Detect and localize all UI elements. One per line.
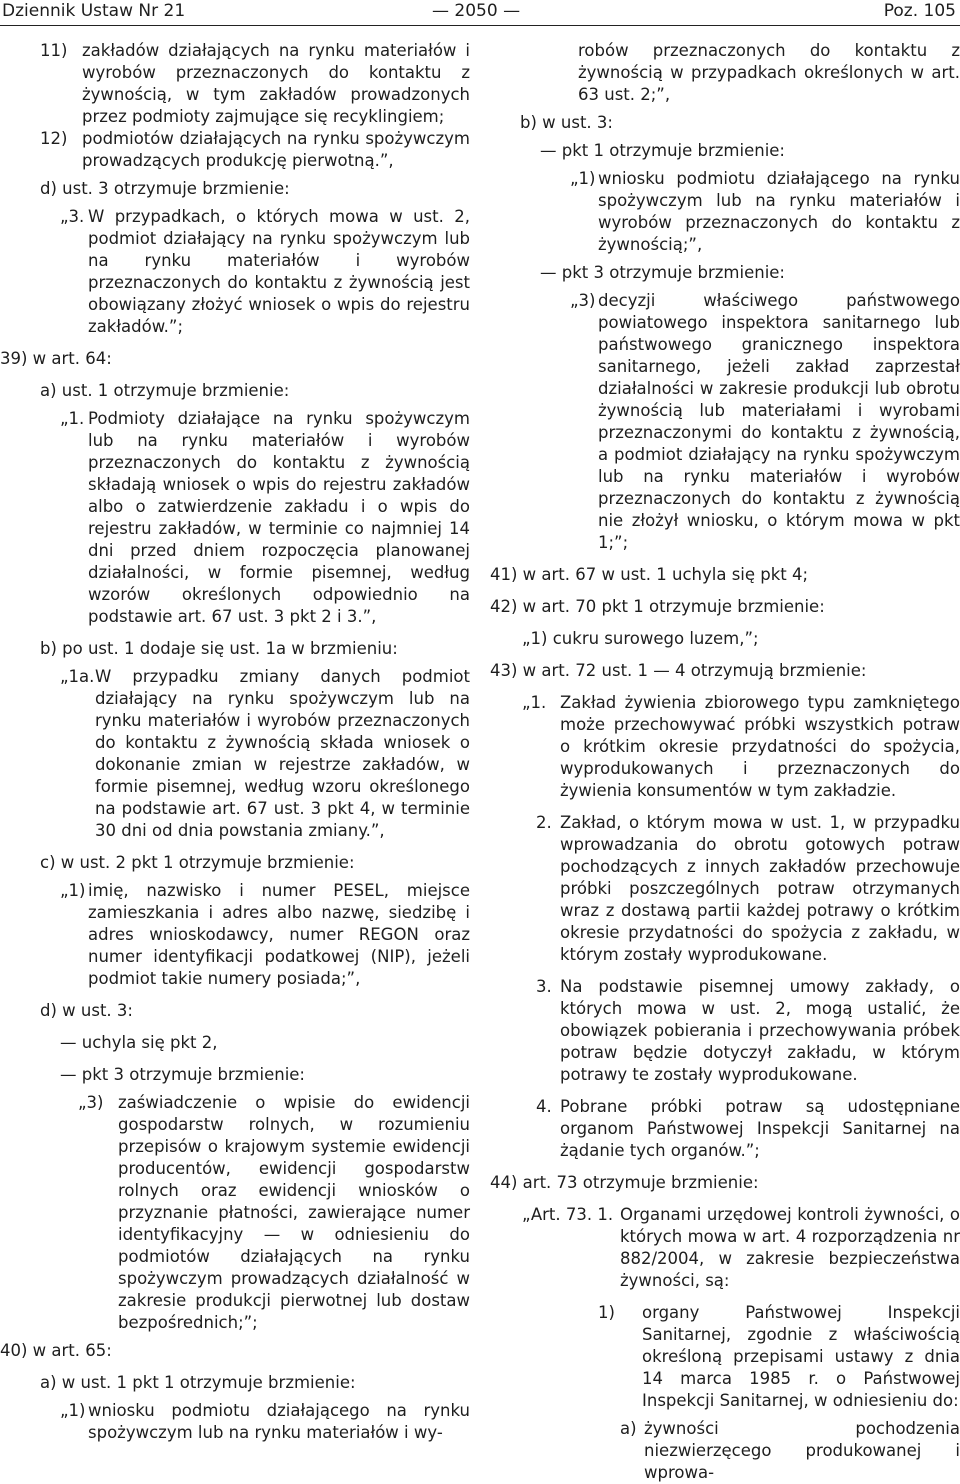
art73-item-1-number: 1)	[598, 1303, 615, 1322]
art73-item-a-letter: a)	[620, 1419, 637, 1438]
quote-r-pkt1-number: „1)	[570, 169, 596, 188]
quote-r-pkt3-text: decyzji właściwego państwowego powiatowego inspektora sanitarnego lub państwowego granicznego inspektora sanitarnego, jeżeli zakład zaprzestał działalności w zakresie produkcji lub obrotu żywnością lub materiałami i wyrobami przeznaczonymi do kontaktu z żywnością, a podmiot działający na rynku spożywczym lub na rynku materiałów i wyrobów przeznaczonych do kontaktu z żywnością nie złożył wniosku, o którym mowa w pkt 1;”;	[598, 291, 960, 552]
item-11-number: 11)	[40, 41, 68, 60]
art73-ust1	[490, 1204, 960, 1292]
quote-r-pkt1-text: wniosku podmiotu działającego na rynku spożywczym lub na rynku materiałów i wyrobów przeznaczonych do kontaktu z żywnością;”,	[598, 169, 960, 254]
quote-ust1-text: Podmioty działające na rynku spożywczym lub na rynku materiałów i wyrobów przeznaczonych do kontaktu z żywnością składają wniosek o wpis do rejestru zakładów albo o zatwierdzenie zakładu i o wpis do rejestru zakładów, w terminie co najmniej 14 dni przed dniem rozpoczęcia planowanej działalności, w formie pisemnej, według wzorów określonych odpowiednio na podstawie art. 67 ust. 3 pkt 2 i 3.”,	[88, 409, 470, 626]
quote-43-ust3-text: Na podstawie pisemnej umowy zakłady, o których mowa w ust. 2, mogą ustalić, że obowiązek pobierania i przechowywania próbek potraw będzie dotyczył zakładu, w którym potrawy te zostały wyprodukowane.	[560, 977, 960, 1084]
art73-item-1	[490, 1302, 960, 1412]
point-44: 44) art. 73 otrzymuje brzmienie:	[490, 1173, 759, 1192]
subpoint-c-ust2: c) w ust. 2 pkt 1 otrzymuje brzmienie:	[40, 853, 355, 872]
right-column	[490, 40, 960, 1484]
continuation-text: robów przeznaczonych do kontaktu z żywnością w przypadkach określonych w art. 63 ust. 2;”,	[578, 41, 960, 104]
item-12-number: 12)	[40, 129, 68, 148]
quote-ust3-text: W przypadkach, o których mowa w ust. 2, podmiot działający na rynku spożywczym lub na rynku materiałów i wyrobów przeznaczonych do kontaktu z żywnością jest obowiązany złożyć wniosek o wpis do rejestru zakładów.”;	[88, 207, 470, 336]
quote-ust1-number: „1.	[60, 409, 85, 428]
point-41: 41) w art. 67 w ust. 1 uchyla się pkt 4;	[490, 565, 809, 584]
quote-43-ust1-number: „1.	[522, 693, 547, 712]
art73-ust1-text: Organami urzędowej kontroli żywności, o których mowa w art. 4 rozporządzenia nr 882/2004, w zakresie bezpieczeństwa żywności, są:	[620, 1205, 960, 1290]
quote-art65-text: wniosku podmiotu działającego na rynku spożywczym lub na rynku materiałów i wy-	[88, 1401, 470, 1442]
point-42: 42) w art. 70 pkt 1 otrzymuje brzmienie:	[490, 597, 825, 616]
quote-43-ust4-text: Pobrane próbki potraw są udostępniane organom Państwowej Inspekcji Sanitarnej na żądanie tych organów.”;	[560, 1097, 960, 1160]
position-number: Poz. 105	[883, 1, 956, 21]
subpoint-a-ust1: a) ust. 1 otrzymuje brzmienie:	[40, 381, 290, 400]
art73-heading: „Art. 73. 1.	[522, 1205, 614, 1224]
quote-43-ust2-number: 2.	[536, 813, 552, 832]
page-number: — 2050 —	[432, 1, 521, 21]
art73-item-a-text: żywności pochodzenia niezwierzęcego produkowanej i wprowa-	[644, 1419, 960, 1482]
quote-c-pkt1	[0, 880, 470, 990]
quote-43-ust4-number: 4.	[536, 1097, 552, 1116]
dash-repeal-pkt2: — uchyla się pkt 2,	[60, 1033, 218, 1052]
quote-pkt3-text: zaświadczenie o wpisie do ewidencji gospodarstw rolnych, w rozumieniu przepisów o krajowym systemie ewidencji producentów, ewidencji gospodarstw rolnych oraz ewidencji wniosków o przyznanie płatności, zawierające numer identyfikacyjny — w odniesieniu do podmiotów działających na rynku spożywczym prowadzących działalność w zakresie produkcji pierwotnej lub dostaw bezpośrednich;”;	[118, 1093, 470, 1332]
point-40: 40) w art. 65:	[0, 1341, 112, 1360]
quote-42: „1) cukru surowego luzem,”;	[522, 629, 759, 648]
quote-43-ust2-text: Zakład, o którym mowa w ust. 1, w przypadku wprowadzania do obrotu gotowych potraw pochodzących z innych zakładów przechowuje próbki poszczególnych potraw otrzymanych wraz z dostawą partii każdej potrawy o krótkim okresie przydatności do spożycia z zakładu, w którym zostały wyprodukowane.	[560, 813, 960, 964]
art73-item-1-text: organy Państwowej Inspekcji Sanitarnej, zgodnie z właściwością określoną przepisami ustawy z dnia 14 marca 1985 r. o Państwowej Inspekcji Sanitarnej, w odniesieniu do:	[642, 1303, 960, 1410]
point-39: 39) w art. 64:	[0, 349, 112, 368]
quote-ust1a	[0, 666, 470, 842]
quote-c-pkt1-text: imię, nazwisko i numer PESEL, miejsce zamieszkania i adres albo nazwę, siedzibę i adres wnioskodawcy, numer REGON oraz numer identyfikacji podatkowej (NIP), jeżeli podmiot takie numery posiada;”,	[88, 881, 470, 988]
subpoint-d-ust3: d) ust. 3 otrzymuje brzmienie:	[40, 179, 290, 198]
item-11	[0, 40, 470, 128]
quote-43-ust3-number: 3.	[536, 977, 552, 996]
quote-r-pkt1	[490, 168, 960, 256]
quote-pkt3-certificate	[0, 1092, 470, 1334]
quote-ust3	[0, 206, 470, 338]
page-header	[0, 0, 960, 26]
quote-43-ust4	[490, 1096, 960, 1162]
quote-43-ust1-text: Zakład żywienia zbiorowego typu zamkniętego może przechowywać próbki wszystkich potraw o krótkim okresie przydatności do spożycia, wyprodukowanych i przeznaczonych do żywienia konsumentów w tym zakładzie.	[560, 693, 960, 800]
quote-ust1a-number: „1a.	[60, 667, 95, 686]
dash-pkt3-right: — pkt 3 otrzymuje brzmienie:	[540, 263, 785, 282]
point-43: 43) w art. 72 ust. 1 — 4 otrzymują brzmienie:	[490, 661, 867, 680]
header-rule	[0, 25, 960, 26]
quote-ust1	[0, 408, 470, 628]
dash-pkt3: — pkt 3 otrzymuje brzmienie:	[60, 1065, 305, 1084]
quote-43-ust2	[490, 812, 960, 966]
quote-ust3-number: „3.	[60, 207, 85, 226]
quote-r-pkt3	[490, 290, 960, 554]
quote-43-ust1	[490, 692, 960, 802]
item-12-text: podmiotów działających na rynku spożywczym prowadzących produkcję pierwotną.”,	[82, 129, 470, 170]
subpoint-b-ust3: b) w ust. 3:	[520, 113, 613, 132]
art73-item-a	[490, 1418, 960, 1484]
quote-pkt3-number: „3)	[78, 1093, 104, 1112]
item-12	[0, 128, 470, 172]
left-column	[0, 40, 470, 1444]
quote-43-ust3	[490, 976, 960, 1086]
subpoint-a-ust1pkt1: a) w ust. 1 pkt 1 otrzymuje brzmienie:	[40, 1373, 356, 1392]
item-11-text: zakładów działających na rynku materiałów i wyrobów przeznaczonych do kontaktu z żywnością, w tym zakładów prowadzonych przez podmioty zajmujące się recyklingiem;	[82, 41, 470, 126]
subpoint-b-ust1a: b) po ust. 1 dodaje się ust. 1a w brzmieniu:	[40, 639, 398, 658]
subpoint-d-ust3b: d) w ust. 3:	[40, 1001, 133, 1020]
quote-art65-number: „1)	[60, 1401, 86, 1420]
quote-r-pkt3-number: „3)	[570, 291, 596, 310]
quote-ust1a-text: W przypadku zmiany danych podmiot działający na rynku spożywczym lub na rynku materiałów i wyrobów przeznaczonych do kontaktu z żywnością składa wniosek o dokonanie zmian w rejestrze zakładów, w formie pisemnej, według wzoru określonego na podstawie art. 67 ust. 3 pkt 4, w terminie 30 dni od dnia powstania zmiany.”,	[95, 667, 470, 840]
quote-art65-pkt1	[0, 1400, 470, 1444]
quote-c-pkt1-number: „1)	[60, 881, 86, 900]
dash-pkt1: — pkt 1 otrzymuje brzmienie:	[540, 141, 785, 160]
journal-title: Dziennik Ustaw Nr 21	[2, 1, 186, 21]
